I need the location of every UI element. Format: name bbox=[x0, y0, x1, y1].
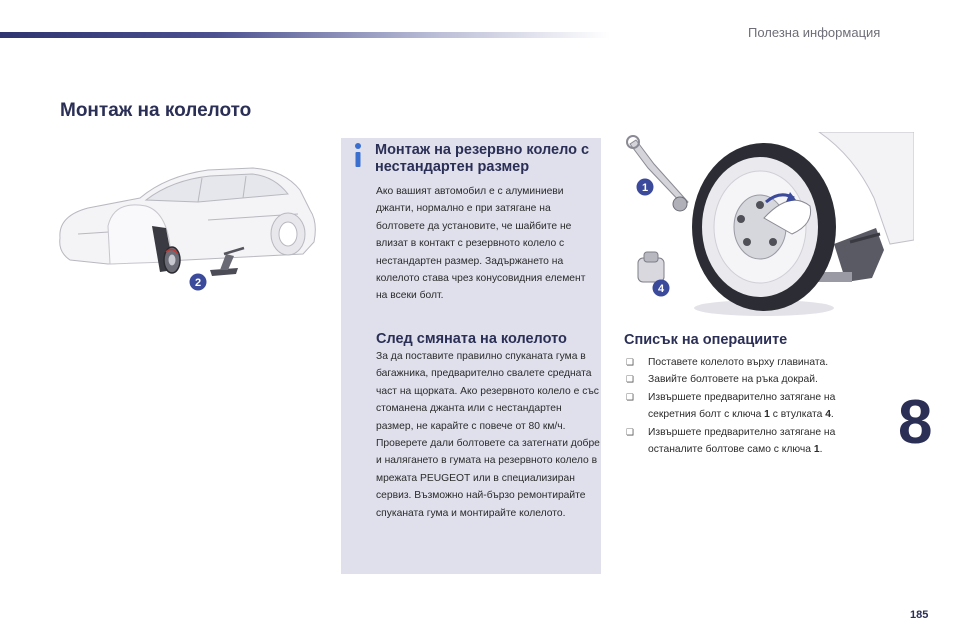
marker-2-label: 2 bbox=[194, 277, 202, 289]
operation-text: Завийте болтовете на ръка докрай. bbox=[648, 374, 818, 386]
list-item bbox=[624, 389, 886, 424]
car-illustration bbox=[48, 150, 323, 300]
operations-list bbox=[624, 354, 886, 458]
key-ref: 1 bbox=[813, 444, 820, 456]
info-icon bbox=[351, 142, 365, 168]
operation-text: . bbox=[830, 409, 834, 421]
spare-wheel-heading: Монтаж на резервно колело с нестандартен размер bbox=[375, 142, 590, 175]
key-ref: 1 bbox=[764, 409, 770, 421]
section-title: Полезна информация bbox=[748, 25, 881, 40]
list-item bbox=[624, 424, 886, 459]
page-title: Монтаж на колелото bbox=[60, 100, 252, 121]
checkbox-bullet-icon: ❏ bbox=[626, 426, 635, 437]
after-change-heading: След смяната на колелото bbox=[376, 331, 567, 347]
marker-4-badge bbox=[652, 279, 670, 297]
chapter-number: 8 bbox=[898, 388, 933, 457]
marker-4-label: 4 bbox=[657, 283, 665, 295]
checkbox-bullet-icon: ❏ bbox=[626, 391, 635, 402]
operation-text: с втулката bbox=[769, 409, 826, 421]
page-number: 185 bbox=[910, 609, 929, 621]
after-change-text: За да поставите правилно спуканата гума в багажника, предварително свалете средната част на щорката. Ако резервното колело е със стоманена джанта или с нестандартен размер, не карайте с повече от 80 км/ч. Проверете дали болтовете са затегнати добре и налягането в гумата на резервното колело в мрежата PEUGEOT или в специализиран сервиз. Възможно най-бързо ремонтирайте спуканата гума и монтирайте колелото. bbox=[376, 351, 600, 519]
header-bar bbox=[0, 32, 610, 38]
info-box bbox=[341, 138, 601, 574]
operations-heading: Списък на операциите bbox=[624, 332, 788, 348]
list-item bbox=[624, 354, 886, 371]
operation-text: . bbox=[819, 444, 823, 456]
operation-text: Поставете колелото върху главината. bbox=[648, 357, 829, 368]
socket-ref: 4 bbox=[825, 409, 831, 421]
checkbox-bullet-icon: ❏ bbox=[626, 357, 635, 367]
marker-2-badge bbox=[189, 273, 207, 291]
marker-1-label: 1 bbox=[641, 182, 649, 194]
operation-text: Извършете предварително затягане на секретния болт с ключа bbox=[648, 391, 836, 421]
marker-1-badge bbox=[636, 178, 654, 196]
spare-wheel-text: Ако вашият автомобил е с алуминиеви джанти, нормално е при затягане на болтовете да установите, че шайбите не влизат в контакт с резервното колело с нестандартен размер. Задържането на колелото става чрез конусовидния елемент на всеки болт. bbox=[376, 186, 586, 302]
list-item bbox=[624, 371, 886, 388]
operation-text: Извършете предварително затягане на останалите болтове само с ключа bbox=[648, 426, 836, 456]
checkbox-bullet-icon: ❏ bbox=[626, 374, 635, 385]
